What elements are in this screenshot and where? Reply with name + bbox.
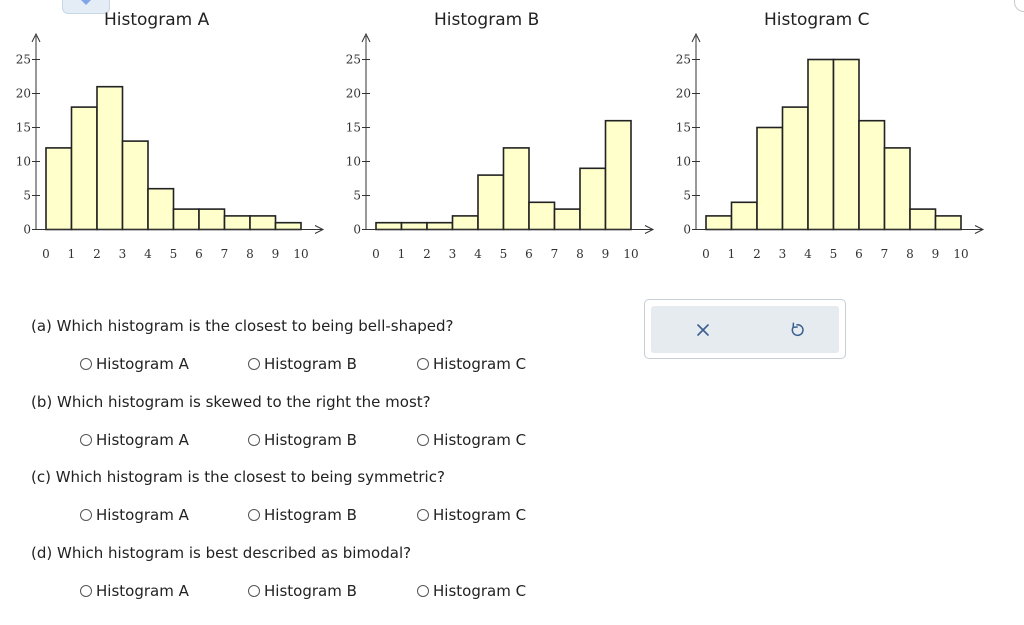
- option-label: Histogram A: [96, 506, 189, 524]
- chart-title: Histogram C: [764, 10, 870, 30]
- question-d: (d) Which histogram is best described as bimodal?: [31, 544, 412, 562]
- y-tick-label: 20: [15, 86, 31, 101]
- histogram-bar: [478, 175, 504, 229]
- y-tick-label: 0: [353, 222, 361, 237]
- y-tick-label: 20: [675, 86, 691, 101]
- radio-button[interactable]: [417, 585, 429, 597]
- option-label: Histogram B: [264, 506, 357, 524]
- radio-button[interactable]: [417, 434, 429, 446]
- x-tick-label: 5: [829, 247, 838, 261]
- option-d-histogram-c[interactable]: [417, 582, 526, 600]
- x-tick-label: 7: [550, 247, 559, 261]
- close-icon: [695, 322, 711, 338]
- y-tick-label: 25: [345, 52, 361, 67]
- radio-button[interactable]: [248, 358, 260, 370]
- x-tick-label: 9: [931, 247, 940, 261]
- radio-button[interactable]: [417, 509, 429, 521]
- answer-actions-bar: [651, 306, 839, 353]
- option-label: Histogram C: [433, 582, 527, 600]
- question-a: (a) Which histogram is the closest to being bell-shaped?: [31, 317, 454, 335]
- y-tick-label: 15: [675, 120, 691, 135]
- y-tick-label: 5: [683, 188, 691, 203]
- histogram-c-plot: [660, 0, 990, 275]
- y-tick-label: 0: [683, 222, 691, 237]
- histogram-bar: [859, 121, 885, 230]
- y-tick-label: 10: [345, 154, 361, 169]
- x-tick-label: 8: [576, 247, 584, 261]
- x-tick-label: 6: [855, 247, 863, 261]
- histogram-bar: [936, 216, 962, 230]
- option-label: Histogram C: [433, 431, 527, 449]
- histogram-bar: [199, 209, 225, 229]
- question-b: (b) Which histogram is skewed to the right the most?: [31, 393, 431, 411]
- histogram-bar: [885, 148, 911, 230]
- x-tick-label: 6: [525, 247, 533, 261]
- histogram-bar: [808, 60, 834, 230]
- undo-icon: [788, 321, 806, 339]
- histogram-bar: [123, 141, 149, 229]
- x-tick-label: 3: [778, 247, 787, 261]
- x-tick-label: 8: [246, 247, 254, 261]
- histogram-bar: [834, 60, 860, 230]
- histogram-bar: [529, 202, 555, 229]
- x-tick-label: 4: [804, 247, 812, 261]
- histogram-a-chart: [0, 0, 330, 275]
- option-label: Histogram A: [96, 355, 189, 373]
- radio-button[interactable]: [248, 585, 260, 597]
- histogram-bar: [72, 107, 98, 229]
- x-tick-label: 10: [953, 247, 969, 261]
- radio-button[interactable]: [80, 585, 92, 597]
- histogram-bar: [504, 148, 530, 230]
- x-tick-label: 9: [601, 247, 610, 261]
- option-label: Histogram C: [433, 506, 527, 524]
- x-tick-label: 7: [880, 247, 889, 261]
- histogram-bar: [225, 216, 251, 230]
- radio-button[interactable]: [248, 509, 260, 521]
- histogram-bar: [555, 209, 581, 229]
- x-tick-label: 6: [195, 247, 203, 261]
- option-c-histogram-b[interactable]: [248, 506, 357, 524]
- histogram-bar: [250, 216, 276, 230]
- histogram-bar: [910, 209, 936, 229]
- radio-button[interactable]: [80, 358, 92, 370]
- option-d-histogram-b[interactable]: [248, 582, 357, 600]
- y-tick-label: 0: [23, 222, 31, 237]
- histogram-bar: [453, 216, 479, 230]
- option-label: Histogram A: [96, 582, 189, 600]
- radio-button[interactable]: [417, 358, 429, 370]
- x-tick-label: 7: [220, 247, 229, 261]
- y-tick-label: 20: [345, 86, 361, 101]
- option-d-histogram-a[interactable]: [80, 582, 189, 600]
- option-label: Histogram B: [264, 355, 357, 373]
- corner-decoration: [1014, 0, 1024, 12]
- x-tick-label: 2: [753, 247, 761, 261]
- x-tick-label: 3: [118, 247, 127, 261]
- radio-button[interactable]: [248, 434, 260, 446]
- x-tick-label: 1: [397, 247, 406, 261]
- reset-button[interactable]: [767, 306, 827, 353]
- x-tick-label: 5: [169, 247, 178, 261]
- histogram-bar: [276, 223, 302, 230]
- y-tick-label: 5: [353, 188, 361, 203]
- option-label: Histogram A: [96, 431, 189, 449]
- x-tick-label: 2: [93, 247, 101, 261]
- option-b-histogram-a[interactable]: [80, 431, 189, 449]
- option-a-histogram-a[interactable]: [80, 355, 189, 373]
- chart-title: Histogram A: [104, 10, 210, 30]
- x-tick-label: 4: [144, 247, 152, 261]
- histogram-bar: [580, 168, 606, 229]
- histogram-b-plot: [330, 0, 660, 275]
- option-b-histogram-b[interactable]: [248, 431, 357, 449]
- histogram-bar: [427, 223, 453, 230]
- histogram-bar: [757, 128, 783, 230]
- x-tick-label: 0: [42, 247, 50, 261]
- x-tick-label: 3: [448, 247, 457, 261]
- x-tick-label: 0: [372, 247, 380, 261]
- answer-actions-panel: [644, 299, 846, 359]
- y-tick-label: 15: [345, 120, 361, 135]
- radio-button[interactable]: [80, 434, 92, 446]
- x-tick-label: 1: [67, 247, 76, 261]
- histogram-bar: [706, 216, 732, 230]
- histogram-bar: [732, 202, 758, 229]
- question-c: (c) Which histogram is the closest to being symmetric?: [31, 468, 445, 486]
- option-c-histogram-a[interactable]: [80, 506, 189, 524]
- histogram-bar: [97, 87, 123, 230]
- histogram-bar: [174, 209, 200, 229]
- option-label: Histogram B: [264, 431, 357, 449]
- x-tick-label: 0: [702, 247, 710, 261]
- x-tick-label: 5: [499, 247, 508, 261]
- option-b-histogram-c[interactable]: [417, 431, 526, 449]
- x-tick-label: 8: [906, 247, 914, 261]
- histogram-a-plot: [0, 0, 330, 275]
- x-tick-label: 9: [271, 247, 280, 261]
- histogram-bar: [46, 148, 72, 230]
- histogram-bar: [402, 223, 428, 230]
- histogram-c-chart: [660, 0, 990, 275]
- x-tick-label: 1: [727, 247, 736, 261]
- option-c-histogram-c[interactable]: [417, 506, 526, 524]
- x-tick-label: 10: [623, 247, 639, 261]
- histogram-bar: [148, 189, 174, 230]
- histogram-b-chart: [330, 0, 660, 275]
- y-tick-label: 10: [675, 154, 691, 169]
- option-label: Histogram B: [264, 582, 357, 600]
- histogram-bar: [783, 107, 809, 229]
- y-tick-label: 25: [675, 52, 691, 67]
- option-a-histogram-c[interactable]: [417, 355, 526, 373]
- y-tick-label: 15: [15, 120, 31, 135]
- histogram-bar: [376, 223, 402, 230]
- y-tick-label: 5: [23, 188, 31, 203]
- clear-button[interactable]: [673, 306, 733, 353]
- histogram-bar: [606, 121, 632, 230]
- radio-button[interactable]: [80, 509, 92, 521]
- option-a-histogram-b[interactable]: [248, 355, 357, 373]
- chart-title: Histogram B: [434, 10, 540, 30]
- x-tick-label: 10: [293, 247, 309, 261]
- y-tick-label: 25: [15, 52, 31, 67]
- x-tick-label: 4: [474, 247, 482, 261]
- y-tick-label: 10: [15, 154, 31, 169]
- option-label: Histogram C: [433, 355, 527, 373]
- x-tick-label: 2: [423, 247, 431, 261]
